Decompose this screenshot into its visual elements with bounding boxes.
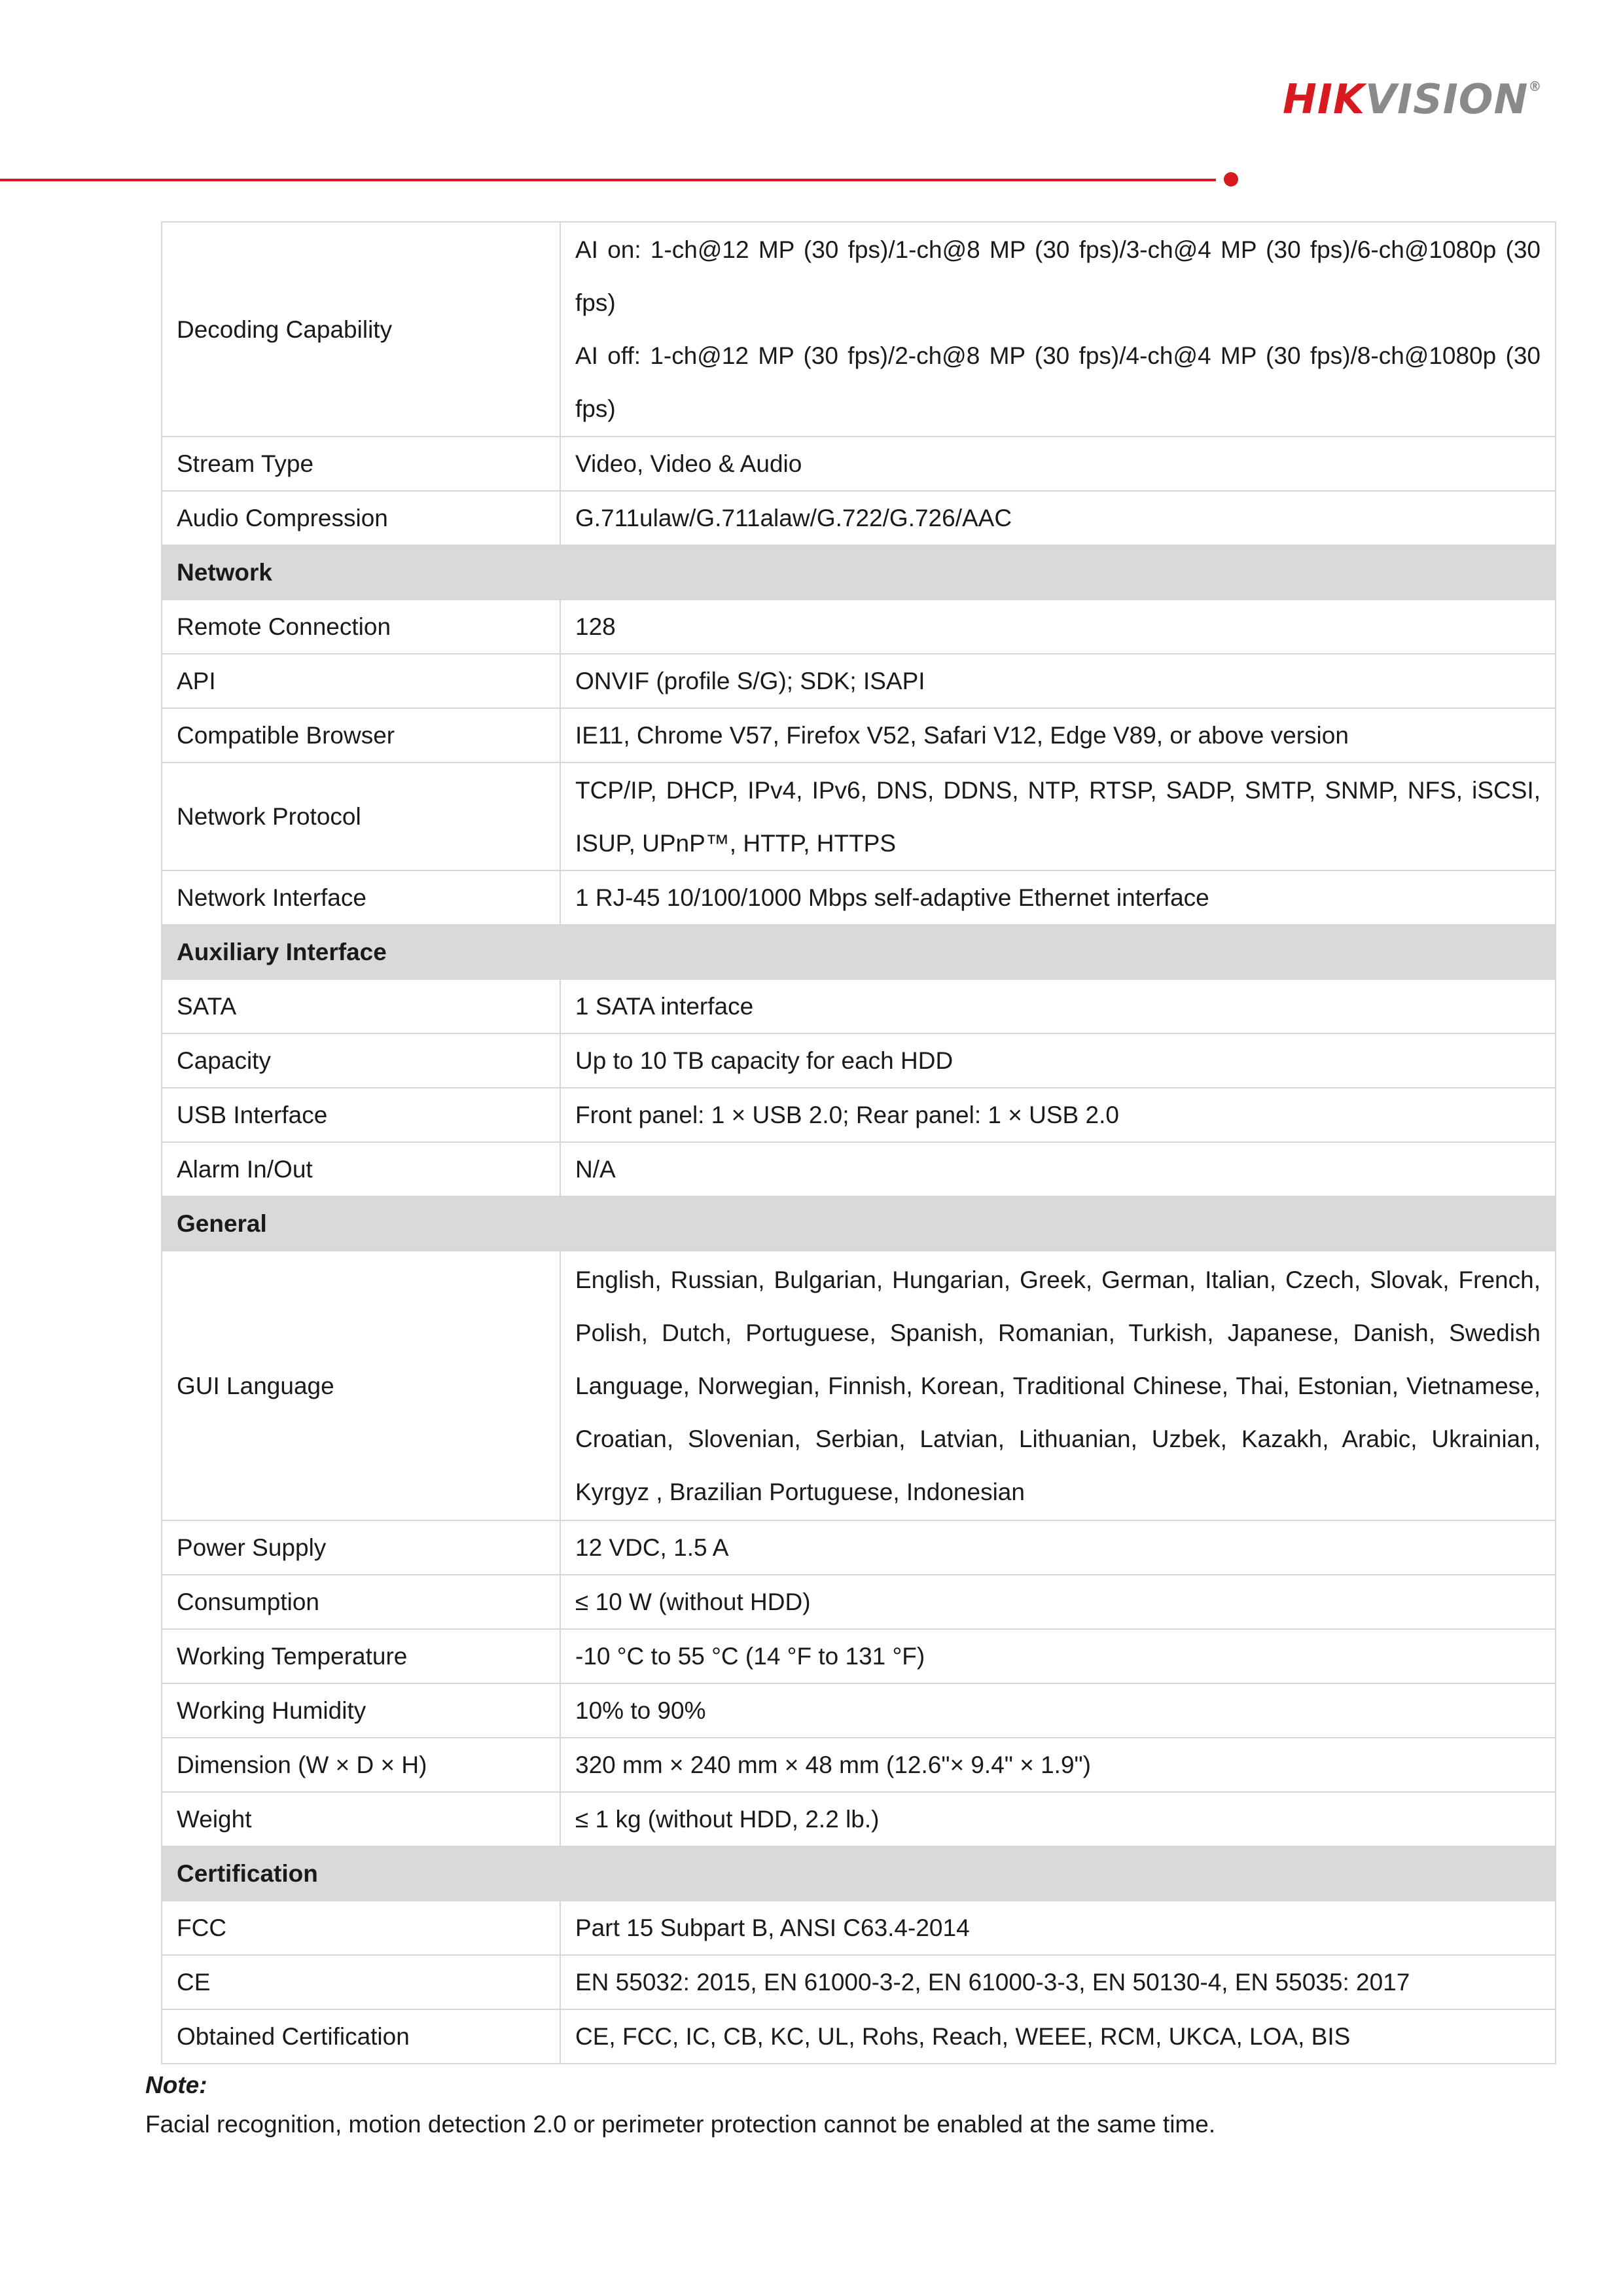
table-row [162, 1520, 1556, 1575]
note-title: Note: [145, 2072, 207, 2098]
section-title: Network [162, 545, 1556, 600]
spec-label: Obtained Certification [162, 2009, 560, 2064]
section-title: Auxiliary Interface [162, 925, 1556, 979]
spec-value: EN 55032: 2015, EN 61000-3-2, EN 61000-3-3, EN 50130-4, EN 55035: 2017 [560, 1955, 1556, 2009]
table-row [162, 1033, 1556, 1088]
spec-label: GUI Language [162, 1251, 560, 1520]
spec-value: Part 15 Subpart B, ANSI C63.4-2014 [560, 1901, 1556, 1955]
spec-label: Working Temperature [162, 1629, 560, 1683]
spec-label: Stream Type [162, 437, 560, 491]
table-row [162, 491, 1556, 545]
spec-value: Front panel: 1 × USB 2.0; Rear panel: 1 × USB 2.0 [560, 1088, 1556, 1142]
table-row [162, 1251, 1556, 1520]
spec-value-line: AI on: 1-ch@12 MP (30 fps)/1-ch@8 MP (30 fps)/3-ch@4 MP (30 fps)/6-ch@1080p (30 fps) [575, 236, 1541, 316]
spec-value-line: AI off: 1-ch@12 MP (30 fps)/2-ch@8 MP (30 fps)/4-ch@4 MP (30 fps)/8-ch@1080p (30 fps) [575, 342, 1541, 422]
table-row [162, 600, 1556, 654]
logo-text-red: HIK [1283, 75, 1366, 123]
table-row [162, 654, 1556, 708]
spec-value: 12 VDC, 1.5 A [560, 1520, 1556, 1575]
spec-label: API [162, 654, 560, 708]
table-row [162, 708, 1556, 762]
table-row [162, 1683, 1556, 1738]
table-row [162, 1629, 1556, 1683]
spec-value: 10% to 90% [560, 1683, 1556, 1738]
table-row [162, 1901, 1556, 1955]
spec-label: Compatible Browser [162, 708, 560, 762]
section-header-row [162, 1196, 1556, 1251]
logo-text-grey: VISION [1365, 75, 1529, 123]
spec-value: ONVIF (profile S/G); SDK; ISAPI [560, 654, 1556, 708]
spec-label: Decoding Capability [162, 222, 560, 437]
spec-value: TCP/IP, DHCP, IPv4, IPv6, DNS, DDNS, NTP, RTSP, SADP, SMTP, SNMP, NFS, iSCSI, ISUP, UPnP™, HTTP, HTTPS [560, 762, 1556, 870]
table-row [162, 1575, 1556, 1629]
table-row [162, 1955, 1556, 2009]
table-row [162, 1792, 1556, 1846]
spec-label: Weight [162, 1792, 560, 1846]
spec-value: 1 SATA interface [560, 979, 1556, 1033]
table-row [162, 979, 1556, 1033]
spec-value: -10 °C to 55 °C (14 °F to 131 °F) [560, 1629, 1556, 1683]
spec-value: ≤ 1 kg (without HDD, 2.2 lb.) [560, 1792, 1556, 1846]
spec-label: FCC [162, 1901, 560, 1955]
spec-label: CE [162, 1955, 560, 2009]
table-row [162, 1088, 1556, 1142]
spec-label: Working Humidity [162, 1683, 560, 1738]
spec-value: CE, FCC, IC, CB, KC, UL, Rohs, Reach, WEEE, RCM, UKCA, LOA, BIS [560, 2009, 1556, 2064]
section-header-row [162, 925, 1556, 979]
table-row [162, 1142, 1556, 1196]
section-header-row [162, 545, 1556, 600]
table-row [162, 2009, 1556, 2064]
table-row [162, 1738, 1556, 1792]
spec-label: Audio Compression [162, 491, 560, 545]
spec-value: Up to 10 TB capacity for each HDD [560, 1033, 1556, 1088]
section-header-row [162, 1846, 1556, 1901]
note-text: Facial recognition, motion detection 2.0 or perimeter protection cannot be enabled at the same time. [145, 2111, 1216, 2138]
spec-value: N/A [560, 1142, 1556, 1196]
table-row [162, 762, 1556, 870]
spec-value: IE11, Chrome V57, Firefox V52, Safari V12, Edge V89, or above version [560, 708, 1556, 762]
spec-value: 320 mm × 240 mm × 48 mm (12.6"× 9.4" × 1.9") [560, 1738, 1556, 1792]
spec-label: USB Interface [162, 1088, 560, 1142]
table-row [162, 222, 1556, 437]
section-title: General [162, 1196, 1556, 1251]
spec-value: 1 RJ-45 10/100/1000 Mbps self-adaptive Ethernet interface [560, 870, 1556, 925]
logo-registered-mark: ® [1528, 79, 1543, 94]
spec-label: Power Supply [162, 1520, 560, 1575]
hikvision-logo [1283, 73, 1558, 126]
spec-value: English, Russian, Bulgarian, Hungarian, Greek, German, Italian, Czech, Slovak, French, Polish, Dutch, Portuguese, Spanish, Romanian, Turkish, Japanese, Danish, Swedish Language, Norwegian, Finnish, Korean, Traditional Chinese, Thai, Estonian, Vietnamese, Croatian, Slovenian, Serbian, Latvian, Lithuanian, Uzbek, Kazakh, Arabic, Ukrainian, Kyrgyz , Brazilian Portuguese, Indonesian [560, 1251, 1556, 1520]
spec-label: Consumption [162, 1575, 560, 1629]
spec-label: Network Interface [162, 870, 560, 925]
spec-label: SATA [162, 979, 560, 1033]
spec-label: Dimension (W × D × H) [162, 1738, 560, 1792]
spec-label: Remote Connection [162, 600, 560, 654]
section-title: Certification [162, 1846, 1556, 1901]
spec-label: Capacity [162, 1033, 560, 1088]
table-row [162, 437, 1556, 491]
spec-value [560, 222, 1556, 437]
spec-value: G.711ulaw/G.711alaw/G.722/G.726/AAC [560, 491, 1556, 545]
header-divider-line [0, 179, 1216, 181]
spec-value: ≤ 10 W (without HDD) [560, 1575, 1556, 1629]
spec-value: 128 [560, 600, 1556, 654]
spec-value: Video, Video & Audio [560, 437, 1556, 491]
table-row [162, 870, 1556, 925]
header-divider-dot [1224, 172, 1238, 187]
spec-label: Alarm In/Out [162, 1142, 560, 1196]
specification-table [161, 221, 1556, 2064]
spec-label: Network Protocol [162, 762, 560, 870]
